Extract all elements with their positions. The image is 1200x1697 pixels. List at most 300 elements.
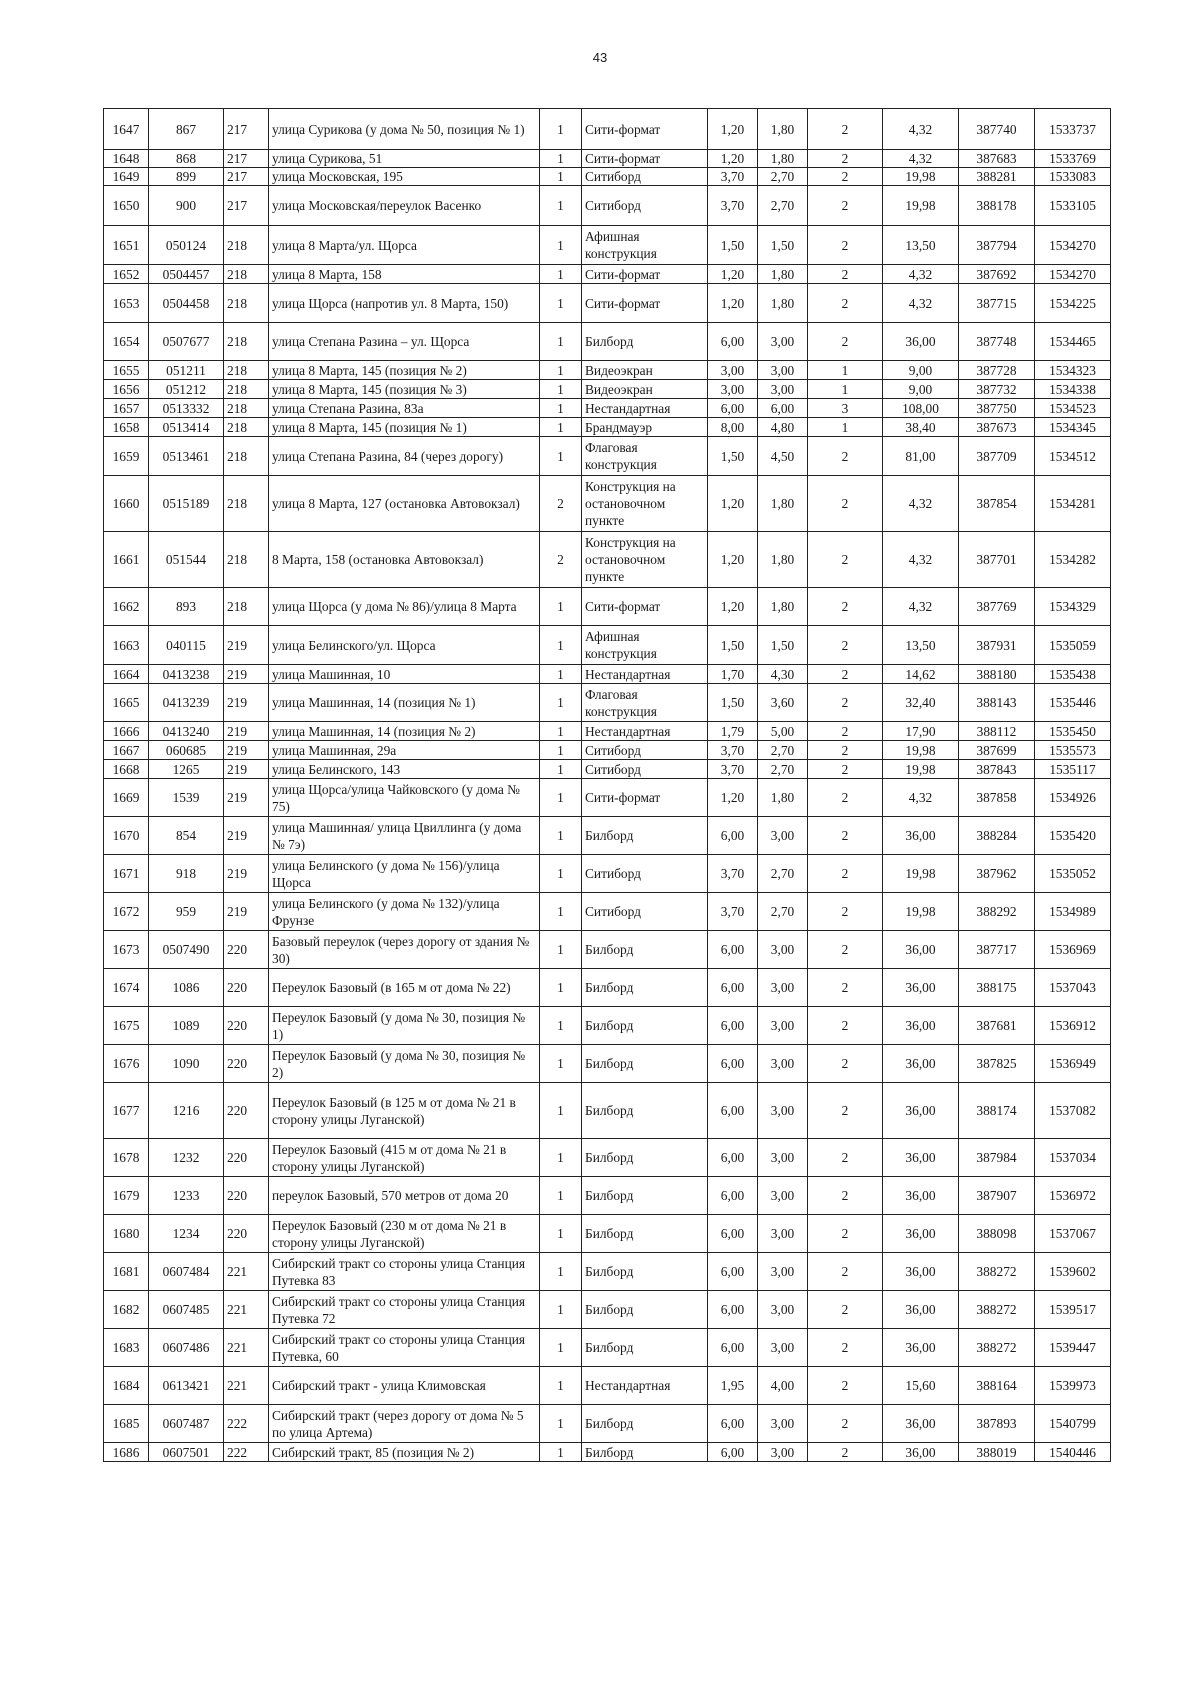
structure-id-cell: 0607487 [149, 1405, 224, 1443]
sides-cell: 2 [808, 1405, 883, 1443]
address-cell: улица Московская, 195 [269, 168, 540, 186]
row-number-cell: 1656 [104, 380, 149, 399]
coord-x-cell: 387699 [959, 741, 1035, 760]
quantity-cell: 1 [540, 1007, 582, 1045]
structure-id-cell: 0513332 [149, 399, 224, 418]
structure-id-cell: 051544 [149, 532, 224, 588]
coord-x-cell: 387717 [959, 931, 1035, 969]
width-cell: 3,70 [708, 855, 758, 893]
address-cell: улица Щорса/улица Чайковского (у дома № 75) [269, 779, 540, 817]
table-row [104, 760, 1111, 779]
quantity-cell: 1 [540, 168, 582, 186]
height-cell: 2,70 [758, 893, 808, 931]
coord-x-cell: 387893 [959, 1405, 1035, 1443]
row-number-cell: 1684 [104, 1367, 149, 1405]
zone-cell: 222 [224, 1405, 269, 1443]
coord-y-cell: 1534281 [1035, 476, 1111, 532]
row-number-cell: 1685 [104, 1405, 149, 1443]
structure-type-cell: Ситиборд [582, 855, 708, 893]
structure-id-cell: 1539 [149, 779, 224, 817]
width-cell: 1,50 [708, 626, 758, 665]
structure-id-cell: 1265 [149, 760, 224, 779]
address-cell: 8 Марта, 158 (остановка Автовокзал) [269, 532, 540, 588]
structure-id-cell: 918 [149, 855, 224, 893]
width-cell: 6,00 [708, 1045, 758, 1083]
zone-cell: 220 [224, 969, 269, 1007]
address-cell: улица Степана Разина, 83а [269, 399, 540, 418]
coord-y-cell: 1536972 [1035, 1177, 1111, 1215]
coord-y-cell: 1533737 [1035, 109, 1111, 150]
table-row [104, 168, 1111, 186]
area-cell: 36,00 [883, 931, 959, 969]
coord-x-cell: 388272 [959, 1329, 1035, 1367]
area-cell: 36,00 [883, 1329, 959, 1367]
coord-y-cell: 1535450 [1035, 722, 1111, 741]
quantity-cell: 1 [540, 1045, 582, 1083]
height-cell: 3,00 [758, 1177, 808, 1215]
width-cell: 6,00 [708, 1405, 758, 1443]
address-cell: Переулок Базовый (в 165 м от дома № 22) [269, 969, 540, 1007]
quantity-cell: 1 [540, 1083, 582, 1139]
zone-cell: 219 [224, 741, 269, 760]
area-cell: 36,00 [883, 1139, 959, 1177]
structure-type-cell: Сити-формат [582, 150, 708, 168]
coord-y-cell: 1534512 [1035, 437, 1111, 476]
quantity-cell: 1 [540, 1177, 582, 1215]
table-row [104, 437, 1111, 476]
sides-cell: 2 [808, 323, 883, 361]
width-cell: 6,00 [708, 817, 758, 855]
quantity-cell: 1 [540, 1329, 582, 1367]
coord-y-cell: 1539447 [1035, 1329, 1111, 1367]
structure-type-cell: Билборд [582, 1329, 708, 1367]
structure-type-cell: Ситиборд [582, 760, 708, 779]
quantity-cell: 1 [540, 265, 582, 284]
structure-id-cell: 959 [149, 893, 224, 931]
sides-cell: 1 [808, 380, 883, 399]
quantity-cell: 1 [540, 855, 582, 893]
height-cell: 1,80 [758, 588, 808, 626]
quantity-cell: 1 [540, 931, 582, 969]
width-cell: 6,00 [708, 1177, 758, 1215]
row-number-cell: 1663 [104, 626, 149, 665]
area-cell: 32,40 [883, 684, 959, 722]
sides-cell: 2 [808, 1139, 883, 1177]
table-row [104, 1045, 1111, 1083]
address-cell: улица Московская/переулок Васенко [269, 186, 540, 226]
row-number-cell: 1681 [104, 1253, 149, 1291]
sides-cell: 3 [808, 399, 883, 418]
address-cell: улица Белинского/ул. Щорса [269, 626, 540, 665]
advertising-structures-table [103, 108, 1111, 1462]
coord-x-cell: 387692 [959, 265, 1035, 284]
width-cell: 1,20 [708, 779, 758, 817]
address-cell: Сибирский тракт со стороны улица Станция Путевка, 60 [269, 1329, 540, 1367]
quantity-cell: 1 [540, 1291, 582, 1329]
table-row [104, 532, 1111, 588]
structure-type-cell: Ситиборд [582, 893, 708, 931]
sides-cell: 2 [808, 476, 883, 532]
coord-x-cell: 387854 [959, 476, 1035, 532]
row-number-cell: 1665 [104, 684, 149, 722]
coord-y-cell: 1540446 [1035, 1443, 1111, 1462]
quantity-cell: 1 [540, 418, 582, 437]
structure-id-cell: 1234 [149, 1215, 224, 1253]
height-cell: 1,80 [758, 284, 808, 323]
structure-type-cell: Нестандартная [582, 722, 708, 741]
coord-y-cell: 1534523 [1035, 399, 1111, 418]
structure-id-cell: 1086 [149, 969, 224, 1007]
coord-x-cell: 388178 [959, 186, 1035, 226]
coord-x-cell: 388019 [959, 1443, 1035, 1462]
zone-cell: 217 [224, 186, 269, 226]
coord-x-cell: 387709 [959, 437, 1035, 476]
sides-cell: 2 [808, 186, 883, 226]
area-cell: 4,32 [883, 779, 959, 817]
address-cell: Сибирский тракт со стороны улица Станция Путевка 83 [269, 1253, 540, 1291]
structure-type-cell: Ситиборд [582, 186, 708, 226]
sides-cell: 2 [808, 150, 883, 168]
quantity-cell: 1 [540, 226, 582, 265]
zone-cell: 217 [224, 150, 269, 168]
zone-cell: 220 [224, 1007, 269, 1045]
width-cell: 3,70 [708, 893, 758, 931]
area-cell: 13,50 [883, 626, 959, 665]
address-cell: Переулок Базовый (в 125 м от дома № 21 в сторону улицы Луганской) [269, 1083, 540, 1139]
height-cell: 1,50 [758, 226, 808, 265]
area-cell: 36,00 [883, 1177, 959, 1215]
structure-id-cell: 0607501 [149, 1443, 224, 1462]
row-number-cell: 1673 [104, 931, 149, 969]
height-cell: 3,60 [758, 684, 808, 722]
coord-x-cell: 387740 [959, 109, 1035, 150]
row-number-cell: 1675 [104, 1007, 149, 1045]
coord-y-cell: 1537034 [1035, 1139, 1111, 1177]
sides-cell: 2 [808, 1367, 883, 1405]
zone-cell: 220 [224, 931, 269, 969]
coord-x-cell: 388174 [959, 1083, 1035, 1139]
sides-cell: 2 [808, 1177, 883, 1215]
zone-cell: 222 [224, 1443, 269, 1462]
row-number-cell: 1648 [104, 150, 149, 168]
zone-cell: 218 [224, 380, 269, 399]
area-cell: 13,50 [883, 226, 959, 265]
coord-y-cell: 1534270 [1035, 226, 1111, 265]
height-cell: 5,00 [758, 722, 808, 741]
quantity-cell: 1 [540, 1139, 582, 1177]
height-cell: 3,00 [758, 380, 808, 399]
structure-id-cell: 051212 [149, 380, 224, 399]
address-cell: улица 8 Марта, 145 (позиция № 3) [269, 380, 540, 399]
sides-cell: 2 [808, 760, 883, 779]
row-number-cell: 1666 [104, 722, 149, 741]
coord-y-cell: 1536969 [1035, 931, 1111, 969]
table-row [104, 380, 1111, 399]
structure-id-cell: 0513461 [149, 437, 224, 476]
table-row [104, 1139, 1111, 1177]
area-cell: 4,32 [883, 476, 959, 532]
zone-cell: 219 [224, 855, 269, 893]
table-row [104, 150, 1111, 168]
structure-type-cell: Билборд [582, 969, 708, 1007]
table-row [104, 1177, 1111, 1215]
coord-x-cell: 388180 [959, 665, 1035, 684]
address-cell: Сибирский тракт (через дорогу от дома № 5 по улица Артема) [269, 1405, 540, 1443]
zone-cell: 218 [224, 399, 269, 418]
structure-type-cell: Билборд [582, 1443, 708, 1462]
table-row [104, 1329, 1111, 1367]
address-cell: улица Машинная, 29а [269, 741, 540, 760]
table-row [104, 1367, 1111, 1405]
coord-x-cell: 387794 [959, 226, 1035, 265]
zone-cell: 218 [224, 226, 269, 265]
area-cell: 14,62 [883, 665, 959, 684]
sides-cell: 1 [808, 361, 883, 380]
quantity-cell: 1 [540, 817, 582, 855]
structure-id-cell: 1216 [149, 1083, 224, 1139]
coord-x-cell: 388175 [959, 969, 1035, 1007]
zone-cell: 217 [224, 168, 269, 186]
height-cell: 2,70 [758, 741, 808, 760]
zone-cell: 218 [224, 361, 269, 380]
height-cell: 1,50 [758, 626, 808, 665]
address-cell: Переулок Базовый (у дома № 30, позиция № 1) [269, 1007, 540, 1045]
zone-cell: 219 [224, 817, 269, 855]
quantity-cell: 1 [540, 626, 582, 665]
quantity-cell: 1 [540, 741, 582, 760]
area-cell: 15,60 [883, 1367, 959, 1405]
row-number-cell: 1669 [104, 779, 149, 817]
coord-y-cell: 1534926 [1035, 779, 1111, 817]
sides-cell: 2 [808, 741, 883, 760]
coord-x-cell: 387701 [959, 532, 1035, 588]
structure-type-cell: Билборд [582, 1045, 708, 1083]
quantity-cell: 1 [540, 1405, 582, 1443]
height-cell: 3,00 [758, 931, 808, 969]
quantity-cell: 1 [540, 665, 582, 684]
height-cell: 3,00 [758, 323, 808, 361]
sides-cell: 2 [808, 1253, 883, 1291]
row-number-cell: 1677 [104, 1083, 149, 1139]
structure-type-cell: Видеоэкран [582, 361, 708, 380]
width-cell: 6,00 [708, 1253, 758, 1291]
width-cell: 6,00 [708, 1139, 758, 1177]
width-cell: 6,00 [708, 1215, 758, 1253]
quantity-cell: 1 [540, 760, 582, 779]
height-cell: 2,70 [758, 186, 808, 226]
area-cell: 38,40 [883, 418, 959, 437]
table-row [104, 626, 1111, 665]
row-number-cell: 1672 [104, 893, 149, 931]
width-cell: 1,20 [708, 150, 758, 168]
quantity-cell: 1 [540, 361, 582, 380]
height-cell: 4,30 [758, 665, 808, 684]
structure-id-cell: 854 [149, 817, 224, 855]
area-cell: 4,32 [883, 284, 959, 323]
address-cell: улица Белинского (у дома № 132)/улица Фрунзе [269, 893, 540, 931]
height-cell: 3,00 [758, 1405, 808, 1443]
coord-x-cell: 388281 [959, 168, 1035, 186]
address-cell: Переулок Базовый (415 м от дома № 21 в сторону улицы Луганской) [269, 1139, 540, 1177]
structure-id-cell: 868 [149, 150, 224, 168]
area-cell: 36,00 [883, 1045, 959, 1083]
width-cell: 1,79 [708, 722, 758, 741]
sides-cell: 1 [808, 418, 883, 437]
coord-y-cell: 1533083 [1035, 168, 1111, 186]
quantity-cell: 1 [540, 150, 582, 168]
row-number-cell: 1668 [104, 760, 149, 779]
structure-type-cell: Билборд [582, 1253, 708, 1291]
area-cell: 4,32 [883, 532, 959, 588]
structure-id-cell: 0607485 [149, 1291, 224, 1329]
zone-cell: 217 [224, 109, 269, 150]
coord-y-cell: 1534338 [1035, 380, 1111, 399]
structure-type-cell: Билборд [582, 1083, 708, 1139]
coord-x-cell: 387681 [959, 1007, 1035, 1045]
table-row [104, 1083, 1111, 1139]
area-cell: 19,98 [883, 760, 959, 779]
coord-x-cell: 387825 [959, 1045, 1035, 1083]
sides-cell: 2 [808, 265, 883, 284]
row-number-cell: 1683 [104, 1329, 149, 1367]
zone-cell: 220 [224, 1177, 269, 1215]
zone-cell: 218 [224, 284, 269, 323]
structure-id-cell: 0607486 [149, 1329, 224, 1367]
structure-type-cell: Брандмауэр [582, 418, 708, 437]
width-cell: 1,50 [708, 684, 758, 722]
coord-x-cell: 387843 [959, 760, 1035, 779]
area-cell: 19,98 [883, 893, 959, 931]
sides-cell: 2 [808, 1329, 883, 1367]
coord-y-cell: 1534989 [1035, 893, 1111, 931]
coord-y-cell: 1535052 [1035, 855, 1111, 893]
table-row [104, 969, 1111, 1007]
height-cell: 4,80 [758, 418, 808, 437]
table-row [104, 588, 1111, 626]
row-number-cell: 1650 [104, 186, 149, 226]
coord-x-cell: 387683 [959, 150, 1035, 168]
area-cell: 19,98 [883, 168, 959, 186]
address-cell: улица 8 Марта, 145 (позиция № 1) [269, 418, 540, 437]
height-cell: 4,50 [758, 437, 808, 476]
address-cell: Переулок Базовый (230 м от дома № 21 в сторону улицы Луганской) [269, 1215, 540, 1253]
height-cell: 3,00 [758, 1007, 808, 1045]
row-number-cell: 1664 [104, 665, 149, 684]
structure-type-cell: Сити-формат [582, 109, 708, 150]
structure-type-cell: Афишная конструкция [582, 626, 708, 665]
quantity-cell: 1 [540, 284, 582, 323]
quantity-cell: 1 [540, 323, 582, 361]
height-cell: 2,70 [758, 855, 808, 893]
structure-type-cell: Ситиборд [582, 168, 708, 186]
sides-cell: 2 [808, 168, 883, 186]
area-cell: 19,98 [883, 186, 959, 226]
coord-x-cell: 387984 [959, 1139, 1035, 1177]
row-number-cell: 1653 [104, 284, 149, 323]
width-cell: 1,20 [708, 109, 758, 150]
structure-id-cell: 1089 [149, 1007, 224, 1045]
coord-x-cell: 388143 [959, 684, 1035, 722]
address-cell: улица Степана Разина, 84 (через дорогу) [269, 437, 540, 476]
sides-cell: 2 [808, 684, 883, 722]
zone-cell: 218 [224, 476, 269, 532]
table-body [104, 109, 1111, 1462]
row-number-cell: 1674 [104, 969, 149, 1007]
sides-cell: 2 [808, 532, 883, 588]
address-cell: Сибирский тракт со стороны улица Станция Путевка 72 [269, 1291, 540, 1329]
coord-y-cell: 1540799 [1035, 1405, 1111, 1443]
structure-id-cell: 0513414 [149, 418, 224, 437]
structure-id-cell: 0413240 [149, 722, 224, 741]
zone-cell: 219 [224, 760, 269, 779]
width-cell: 1,20 [708, 476, 758, 532]
sides-cell: 2 [808, 855, 883, 893]
coord-x-cell: 388272 [959, 1291, 1035, 1329]
structure-type-cell: Билборд [582, 1139, 708, 1177]
sides-cell: 2 [808, 284, 883, 323]
quantity-cell: 1 [540, 437, 582, 476]
address-cell: улица Белинского, 143 [269, 760, 540, 779]
structure-type-cell: Флаговая конструкция [582, 437, 708, 476]
height-cell: 3,00 [758, 1083, 808, 1139]
sides-cell: 2 [808, 1443, 883, 1462]
row-number-cell: 1651 [104, 226, 149, 265]
row-number-cell: 1678 [104, 1139, 149, 1177]
sides-cell: 2 [808, 626, 883, 665]
table-row [104, 779, 1111, 817]
row-number-cell: 1661 [104, 532, 149, 588]
width-cell: 1,20 [708, 588, 758, 626]
sides-cell: 2 [808, 931, 883, 969]
zone-cell: 218 [224, 437, 269, 476]
row-number-cell: 1667 [104, 741, 149, 760]
coord-x-cell: 387728 [959, 361, 1035, 380]
coord-y-cell: 1539973 [1035, 1367, 1111, 1405]
address-cell: улица Сурикова (у дома № 50, позиция № 1) [269, 109, 540, 150]
coord-x-cell: 387715 [959, 284, 1035, 323]
zone-cell: 218 [224, 323, 269, 361]
address-cell: улица Сурикова, 51 [269, 150, 540, 168]
width-cell: 6,00 [708, 1291, 758, 1329]
coord-y-cell: 1535573 [1035, 741, 1111, 760]
zone-cell: 221 [224, 1367, 269, 1405]
zone-cell: 219 [224, 665, 269, 684]
zone-cell: 219 [224, 779, 269, 817]
zone-cell: 219 [224, 684, 269, 722]
area-cell: 19,98 [883, 741, 959, 760]
coord-y-cell: 1535438 [1035, 665, 1111, 684]
height-cell: 6,00 [758, 399, 808, 418]
sides-cell: 2 [808, 1045, 883, 1083]
zone-cell: 220 [224, 1215, 269, 1253]
height-cell: 3,00 [758, 1253, 808, 1291]
quantity-cell: 1 [540, 1367, 582, 1405]
structure-type-cell: Билборд [582, 1177, 708, 1215]
width-cell: 3,00 [708, 361, 758, 380]
zone-cell: 218 [224, 265, 269, 284]
table-row [104, 1253, 1111, 1291]
coord-x-cell: 387673 [959, 418, 1035, 437]
structure-id-cell: 0507490 [149, 931, 224, 969]
structure-id-cell: 1232 [149, 1139, 224, 1177]
table-row [104, 399, 1111, 418]
structure-id-cell: 0504458 [149, 284, 224, 323]
coord-y-cell: 1536912 [1035, 1007, 1111, 1045]
coord-x-cell: 388292 [959, 893, 1035, 931]
structure-type-cell: Видеоэкран [582, 380, 708, 399]
table-row [104, 1405, 1111, 1443]
coord-x-cell: 387962 [959, 855, 1035, 893]
